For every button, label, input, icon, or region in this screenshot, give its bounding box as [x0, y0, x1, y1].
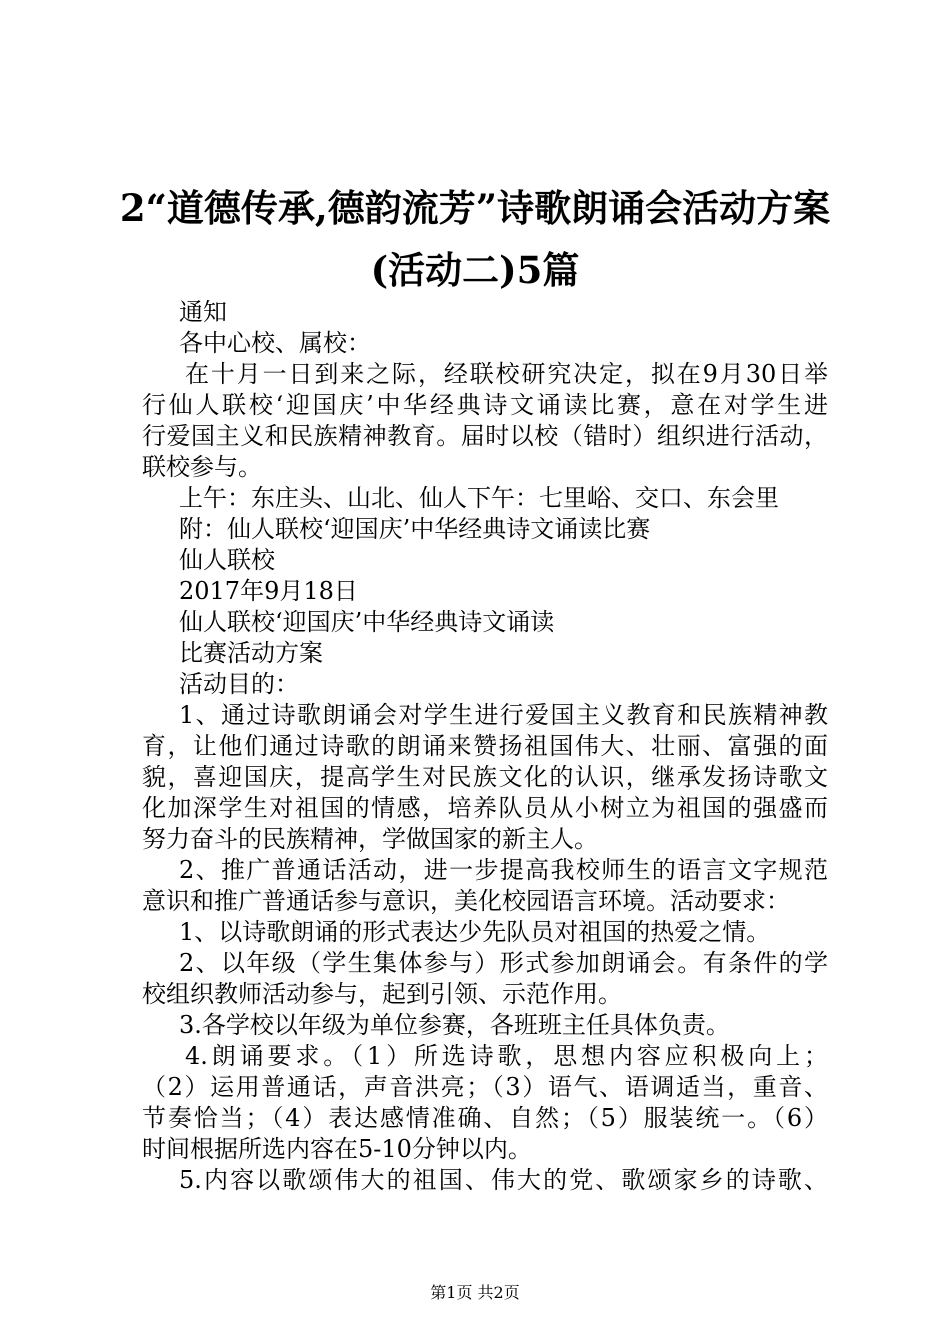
paragraph-line: 1、以诗歌朗诵的形式表达少先队员对祖国的热爱之情。 — [179, 918, 771, 946]
paragraph-line: 行爱国主义和民族精神教育。届时以校（错时）组织进行活动， — [142, 422, 828, 450]
paragraph-line: 1、通过诗歌朗诵会对学生进行爱国主义教育和民族精神教 — [179, 701, 828, 729]
page-number-footer: 第1页 共2页 — [430, 1283, 520, 1302]
paragraph-line: 2、推广普通话活动，进一步提高我校师生的语言文字规范 — [179, 856, 828, 884]
paragraph-line: 4.朗诵要求。（1）所选诗歌，思想内容应积极向上； — [185, 1042, 828, 1070]
paragraph-line: 各中心校、属校： — [179, 329, 371, 357]
paragraph-line: 仙人联校 — [179, 546, 275, 574]
paragraph-line: 努力奋斗的民族精神，学做国家的新主人。 — [142, 825, 598, 853]
document-title-line-2: (活动二)5篇 — [370, 248, 580, 292]
paragraph-line: 化加深学生对祖国的情感，培养队员从小树立为祖国的强盛而 — [142, 794, 828, 822]
paragraph-line: 仙人联校‘迎国庆’中华经典诗文诵读 — [179, 608, 555, 636]
paragraph-line: （2）运用普通话，声音洪亮；（3）语气、语调适当，重音、 — [142, 1073, 828, 1101]
paragraph-line: 貌，喜迎国庆，提高学生对民族文化的认识，继承发扬诗歌文 — [142, 763, 828, 791]
paragraph-line: 节奏恰当；（4）表达感情准确、自然；（5）服装统一。（6） — [142, 1104, 828, 1132]
paragraph-line: 活动目的： — [179, 670, 299, 698]
paragraph-line: 3.各学校以年级为单位参赛，各班班主任具体负责。 — [179, 1011, 730, 1039]
paragraph-line: 时间根据所选内容在5-10分钟以内。 — [142, 1135, 532, 1163]
paragraph-line: 附：仙人联校‘迎国庆’中华经典诗文诵读比赛 — [179, 515, 651, 543]
paragraph-line: 校组织教师活动参与，起到引领、示范作用。 — [142, 980, 622, 1008]
paragraph-line: 意识和推广普通话参与意识，美化校园语言环境。活动要求： — [142, 887, 790, 915]
paragraph-line: 在十月一日到来之际，经联校研究决定，拟在9月30日举 — [185, 360, 828, 388]
paragraph-line: 5.内容以歌颂伟大的祖国、伟大的党、歌颂家乡的诗歌、 — [179, 1166, 828, 1194]
paragraph-line: 育，让他们通过诗歌的朗诵来赞扬祖国伟大、壮丽、富强的面 — [142, 732, 828, 760]
paragraph-line: 通知 — [179, 298, 227, 326]
paragraph-line: 行仙人联校‘迎国庆’中华经典诗文诵读比赛，意在对学生进 — [142, 391, 828, 419]
paragraph-line: 2、以年级（学生集体参与）形式参加朗诵会。有条件的学 — [179, 949, 828, 977]
paragraph-line: 比赛活动方案 — [179, 639, 323, 667]
document-title-line-1: 2“道德传承,德韵流芳”诗歌朗诵会活动方案 — [119, 186, 831, 230]
paragraph-line: 上午：东庄头、山北、仙人下午：七里峪、交口、东会里 — [179, 484, 779, 512]
paragraph-line: 联校参与。 — [142, 453, 262, 481]
document-body — [142, 297, 828, 1196]
paragraph-line: 2017年9月18日 — [179, 577, 358, 605]
